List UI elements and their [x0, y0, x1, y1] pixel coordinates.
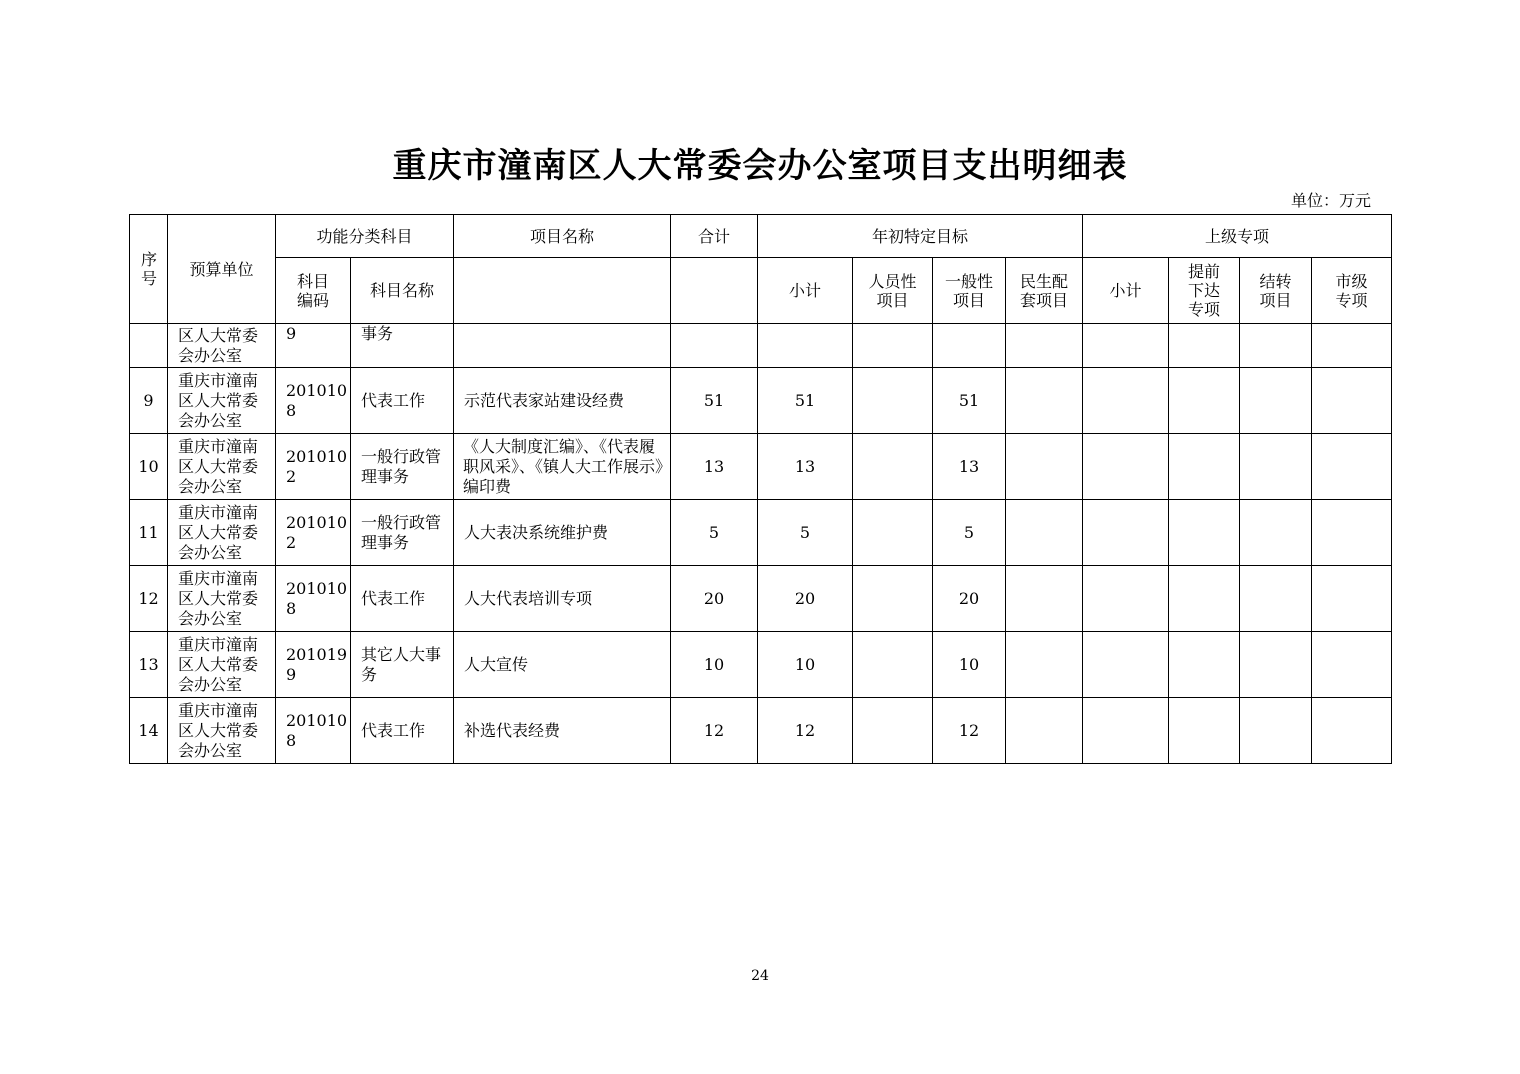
cell-subtotal: 12: [758, 698, 853, 764]
table-row: [130, 434, 1392, 500]
cell-general: 10: [933, 632, 1006, 698]
cell-seq: 10: [130, 434, 168, 500]
header-func-class: 功能分类科目: [276, 215, 454, 258]
cell-project: 人大表决系统维护费: [454, 500, 671, 566]
cell-general: 12: [933, 698, 1006, 764]
cell-seq: [130, 324, 168, 368]
cell-seq: 14: [130, 698, 168, 764]
cell-code: 2010108: [276, 368, 351, 434]
cell-sup-subtotal: [1083, 368, 1169, 434]
cell-subject: 代表工作: [351, 368, 454, 434]
header-project-name: 项目名称: [454, 215, 671, 258]
cell-carryover: [1240, 368, 1312, 434]
cell-personnel: [853, 698, 933, 764]
header-project-name-blank: [454, 258, 671, 324]
cell-advance: [1169, 368, 1240, 434]
cell-sup-subtotal: [1083, 500, 1169, 566]
cell-subtotal: 10: [758, 632, 853, 698]
cell-advance: [1169, 632, 1240, 698]
cell-sup-subtotal: [1083, 566, 1169, 632]
cell-personnel: [853, 368, 933, 434]
header-unit: 预算单位: [168, 215, 276, 324]
header-general: 一般性项目: [933, 258, 1006, 324]
cell-livelihood: [1006, 368, 1083, 434]
cell-carryover: [1240, 632, 1312, 698]
cell-project: 人大宣传: [454, 632, 671, 698]
cell-livelihood: [1006, 324, 1083, 368]
cell-city: [1312, 324, 1392, 368]
cell-carryover: [1240, 566, 1312, 632]
cell-advance: [1169, 500, 1240, 566]
table-row: [130, 324, 1392, 368]
cell-general: 51: [933, 368, 1006, 434]
cell-seq: 11: [130, 500, 168, 566]
cell-city: [1312, 632, 1392, 698]
header-subject-name: 科目名称: [351, 258, 454, 324]
header-total-blank: [671, 258, 758, 324]
cell-subject: 代表工作: [351, 698, 454, 764]
cell-subtotal: 13: [758, 434, 853, 500]
header-seq: 序号: [130, 215, 168, 324]
header-carryover: 结转项目: [1240, 258, 1312, 324]
cell-city: [1312, 434, 1392, 500]
cell-project: 《人大制度汇编》、《代表履职风采》、《镇人大工作展示》编印费: [454, 434, 671, 500]
cell-project: 示范代表家站建设经费: [454, 368, 671, 434]
cell-subject: 代表工作: [351, 566, 454, 632]
cell-carryover: [1240, 434, 1312, 500]
header-personnel: 人员性项目: [853, 258, 933, 324]
cell-city: [1312, 698, 1392, 764]
cell-livelihood: [1006, 500, 1083, 566]
cell-total: 20: [671, 566, 758, 632]
cell-unit: 重庆市潼南区人大常委会办公室: [168, 566, 276, 632]
cell-carryover: [1240, 324, 1312, 368]
cell-city: [1312, 368, 1392, 434]
cell-advance: [1169, 698, 1240, 764]
cell-code: 2010108: [276, 698, 351, 764]
cell-livelihood: [1006, 434, 1083, 500]
cell-total: 5: [671, 500, 758, 566]
cell-total: [671, 324, 758, 368]
header-livelihood: 民生配套项目: [1006, 258, 1083, 324]
cell-project: 人大代表培训专项: [454, 566, 671, 632]
cell-seq: 12: [130, 566, 168, 632]
cell-unit: 重庆市潼南区人大常委会办公室: [168, 368, 276, 434]
header-superior: 上级专项: [1083, 215, 1392, 258]
cell-total: 12: [671, 698, 758, 764]
cell-unit: 重庆市潼南区人大常委会办公室: [168, 632, 276, 698]
cell-unit: 重庆市潼南区人大常委会办公室: [168, 434, 276, 500]
header-code: 科目编码: [276, 258, 351, 324]
cell-general: [933, 324, 1006, 368]
cell-general: 13: [933, 434, 1006, 500]
cell-code: 2010102: [276, 500, 351, 566]
table-row: [130, 500, 1392, 566]
cell-livelihood: [1006, 632, 1083, 698]
cell-project: 补选代表经费: [454, 698, 671, 764]
header-total: 合计: [671, 215, 758, 258]
cell-code: 2010102: [276, 434, 351, 500]
cell-general: 20: [933, 566, 1006, 632]
cell-total: 13: [671, 434, 758, 500]
cell-personnel: [853, 324, 933, 368]
cell-city: [1312, 566, 1392, 632]
page-number: 24: [751, 968, 769, 984]
page-title: 重庆市潼南区人大常委会办公室项目支出明细表: [392, 146, 1128, 186]
cell-city: [1312, 500, 1392, 566]
project-expenditure-table: [129, 214, 1392, 764]
cell-livelihood: [1006, 566, 1083, 632]
header-advance: 提前下达专项: [1169, 258, 1240, 324]
cell-total: 51: [671, 368, 758, 434]
cell-sup-subtotal: [1083, 434, 1169, 500]
cell-code: 2010108: [276, 566, 351, 632]
cell-subject: 一般行政管理事务: [351, 500, 454, 566]
table-row: [130, 566, 1392, 632]
cell-personnel: [853, 500, 933, 566]
cell-seq: 9: [130, 368, 168, 434]
table-row: [130, 698, 1392, 764]
table-row: [130, 632, 1392, 698]
cell-code: 9: [276, 324, 351, 368]
header-annual-subtotal: 小计: [758, 258, 853, 324]
cell-personnel: [853, 632, 933, 698]
cell-advance: [1169, 434, 1240, 500]
cell-total: 10: [671, 632, 758, 698]
cell-carryover: [1240, 500, 1312, 566]
cell-personnel: [853, 566, 933, 632]
cell-subject: 其它人大事务: [351, 632, 454, 698]
cell-subtotal: 20: [758, 566, 853, 632]
cell-unit: 重庆市潼南区人大常委会办公室: [168, 500, 276, 566]
header-city: 市级专项: [1312, 258, 1392, 324]
cell-subject: 事务: [351, 324, 454, 368]
cell-unit: 区人大常委会办公室: [168, 324, 276, 368]
header-annual: 年初特定目标: [758, 215, 1083, 258]
cell-sup-subtotal: [1083, 632, 1169, 698]
cell-seq: 13: [130, 632, 168, 698]
cell-code: 2010199: [276, 632, 351, 698]
cell-general: 5: [933, 500, 1006, 566]
cell-project: [454, 324, 671, 368]
unit-label: 单位：万元: [1291, 191, 1372, 210]
cell-sup-subtotal: [1083, 698, 1169, 764]
cell-subject: 一般行政管理事务: [351, 434, 454, 500]
cell-subtotal: 5: [758, 500, 853, 566]
cell-advance: [1169, 566, 1240, 632]
cell-unit: 重庆市潼南区人大常委会办公室: [168, 698, 276, 764]
header-sup-subtotal: 小计: [1083, 258, 1169, 324]
table-row: [130, 368, 1392, 434]
cell-advance: [1169, 324, 1240, 368]
cell-sup-subtotal: [1083, 324, 1169, 368]
cell-personnel: [853, 434, 933, 500]
cell-livelihood: [1006, 698, 1083, 764]
cell-subtotal: 51: [758, 368, 853, 434]
cell-subtotal: [758, 324, 853, 368]
cell-carryover: [1240, 698, 1312, 764]
